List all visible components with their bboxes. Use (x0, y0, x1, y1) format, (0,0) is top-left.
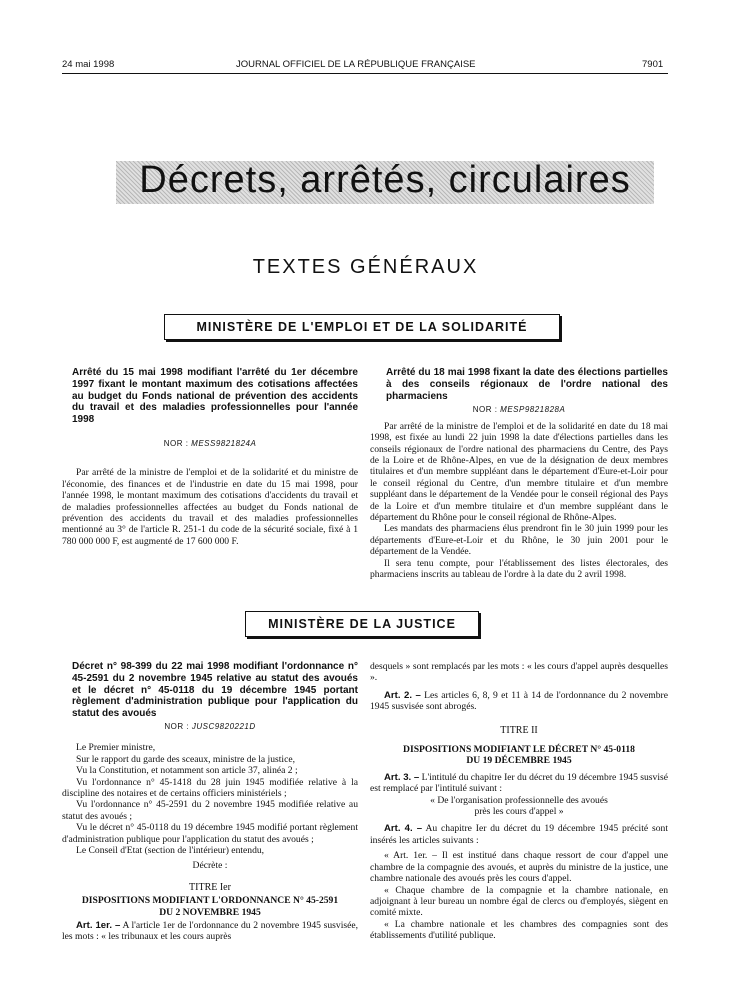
arrete-2-nor (370, 404, 668, 415)
arrete-1 (62, 367, 358, 547)
arrete-2-p2: Les mandats des pharmaciens élus prendront fin le 30 juin 1999 pour les départements d'Eure-et-Loir et du Rhône, le 30 juin 2001 pour le département de la Vendée. (370, 523, 668, 558)
article-1-continued: desquels » sont remplacés par les mots : « les cours d'appel auprès desquelles ». (370, 661, 668, 684)
titre-2: TITRE II (500, 724, 538, 736)
nor-code: JUSC9820221D (191, 721, 256, 731)
decret-line-5: Vu l'ordonnance n° 45-2591 du 2 novembre 1945 modifiée relative au statut des avoués ; (62, 799, 358, 822)
arrete-1-title: Arrêté du 15 mai 1998 modifiant l'arrêté du 1er décembre 1997 fixant le montant maximum des cotisations affectées au budget du Fonds national de prévention des accidents du travail et des maladies professionnelles pour l'année 1998 (72, 367, 358, 426)
quote-chambre: « Chaque chambre de la compagnie et la chambre nationale, en adjoignant à leur bureau un nombre égal de clercs ou d'employés, siègent en comité mixte. (370, 884, 668, 919)
decret-right-column (370, 661, 668, 942)
decret-left-column (62, 661, 358, 943)
arrete-2 (370, 367, 668, 580)
header-page-number: 7901 (642, 59, 664, 70)
arrete-2-p3: Il sera tenu compte, pour l'établissement des listes électorales, des pharmaciens inscrits au tableau de l'ordre à la date du 2 avril 1998. (370, 557, 668, 581)
nor-label: NOR : (163, 438, 189, 448)
arrete-1-body: Par arrêté de la ministre de l'emploi et de la solidarité et du ministre de l'économie, des finances et de l'industrie en date du 15 mai 1998, pour l'année 1998, le montant maximum des cotisations d'accidents du travail et de maladies professionnelles affectées au budget du Fonds national de prévention des accidents du travail et des maladies professionnelles mentionné au 3° de l'article R. 251-1 du code de la sécurité sociale, fixé à 1 780 000 000 F, est augmenté de 17 600 000 F. (62, 467, 358, 547)
arrete-2-title: Arrêté du 18 mai 1998 fixant la date des élections partielles à des conseils régionaux de l'ordre national des pharmaciens (386, 367, 668, 402)
titre-1: TITRE Ier (189, 881, 231, 893)
nor-code: MESS9821824A (191, 438, 257, 448)
arrete-2-p1: Par arrêté de la ministre de l'emploi et de la solidarité en date du 18 mai 1998, est fixée au lundi 22 juin 1998 la date d'élections partielles dans les conseils régionaux de l'ordre national des pharmaciens du Centre, des Pays de la Loire et de Rhône-Alpes, en vue de la désignation de deux membres titulaires et d'un membre suppléant dans le département d'Eure-et-Loir pour le conseil régional du Centre, d'un membre titulaire et d'un membre suppléant dans le département de la Vendée pour le conseil régional des Pays de la Loire et d'un membre titulaire et d'un membre suppléant dans le département du Rhône pour le conseil régional de Rhône-Alpes. (370, 420, 668, 524)
decret-line-4: Vu l'ordonnance n° 45-1418 du 28 juin 1945 modifiée relative à la discipline des notaires et de certains officiers ministériels ; (62, 776, 358, 800)
dispositions-2-line-1: DISPOSITIONS MODIFIANT LE DÉCRET N° 45-0118 (403, 744, 635, 756)
ministry-heading-justice: MINISTÈRE DE LA JUSTICE (245, 611, 479, 637)
section-banner (116, 161, 654, 204)
section-title: TEXTES GÉNÉRAUX (252, 256, 479, 278)
article-3-label: Art. 3. – (384, 771, 420, 783)
dispositions-2-line-2: DU 19 DÉCEMBRE 1945 (466, 755, 572, 767)
decret-line-7: Le Conseil d'Etat (section de l'intérieur) entendu, (76, 845, 265, 857)
header-date: 24 mai 1998 (62, 59, 115, 70)
article-4-label: Art. 4. – (384, 823, 423, 835)
article-2-label: Art. 2. – (384, 689, 421, 701)
quote-chambre-nationale: « La chambre nationale et les chambres des compagnies sont des établissements d'utilité publique. (370, 918, 668, 942)
article-1-text: A l'article 1er de l'ordonnance du 2 novembre 1945 susvisée, les mots : « les tribunaux et les cours auprès (62, 920, 359, 943)
decret-line-1: Le Premier ministre, (76, 742, 156, 754)
decret-nor (62, 721, 358, 732)
article-3-quote-1: « De l'organisation professionnelle des avoués (430, 794, 608, 806)
article-3 (370, 772, 668, 795)
article-4-text: Au chapitre Ier du décret du 19 décembre 1945 précité sont insérés les articles suivants : (370, 823, 668, 846)
decret-line-2: Sur le rapport du garde des sceaux, ministre de la justice, (76, 753, 295, 765)
article-3-text: L'intitulé du chapitre Ier du décret du 19 décembre 1945 susvisé est remplacé par l'intitulé suivant : (370, 771, 668, 795)
decret-title: Décret n° 98-399 du 22 mai 1998 modifiant l'ordonnance n° 45-2591 du 2 novembre 1945 relative au statut des avoués et le décret n° 45-0118 du 19 décembre 1945 portant règlement d'administration publique pour l'application du statut des avoués (72, 661, 358, 720)
article-2-text: Les articles 6, 8, 9 et 11 à 14 de l'ordonnance du 2 novembre 1945 susvisée sont abrogés. (370, 689, 668, 713)
banner-title: Décrets, arrêtés, circulaires (139, 159, 631, 201)
dispositions-1-line-2: DU 2 NOVEMBRE 1945 (159, 906, 261, 918)
article-1-label: Art. 1er. – (76, 920, 121, 932)
header-rule (62, 73, 668, 74)
arrete-1-nor (62, 438, 358, 449)
nor-label: NOR : (472, 405, 498, 415)
article-2 (370, 690, 668, 713)
article-1 (62, 920, 358, 943)
article-4 (370, 823, 668, 846)
ministry-heading-emploi: MINISTÈRE DE L'EMPLOI ET DE LA SOLIDARITÉ (164, 314, 560, 340)
article-3-quote-2: près les cours d'appel » (474, 806, 564, 818)
header-journal: JOURNAL OFFICIEL DE LA RÉPUBLIQUE FRANÇAISE (236, 59, 476, 70)
decret-line-3: Vu la Constitution, et notamment son article 37, alinéa 2 ; (76, 765, 298, 777)
decrete: Décrète : (192, 860, 228, 872)
decret-line-6: Vu le décret n° 45-0118 du 19 décembre 1945 modifié portant règlement d'administration publique pour l'application du statut des avoués ; (62, 822, 358, 845)
nor-code: MESP9821828A (500, 405, 566, 415)
nor-label: NOR : (164, 721, 190, 731)
dispositions-1-line-1: DISPOSITIONS MODIFIANT L'ORDONNANCE N° 45-2591 (81, 895, 339, 907)
quote-art-1er: « Art. 1er. – Il est institué dans chaque ressort de cour d'appel une chambre de la compagnie des avoués, et auprès du ministre de la justice, une chambre nationale des avoués près les cours d'appel. (370, 850, 668, 885)
